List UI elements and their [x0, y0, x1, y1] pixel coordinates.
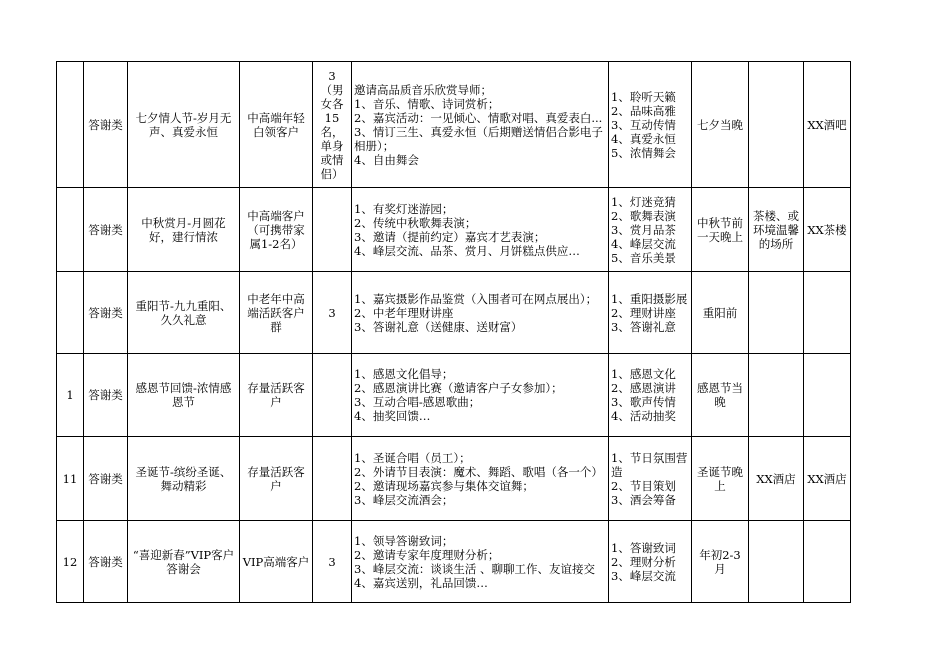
cell-time[interactable]: 中秋节前一天晚上 — [692, 188, 749, 272]
cell-line: 1、节日氛围营造 — [611, 450, 688, 479]
cell-line: 邀请高品质音乐欣赏导师； — [354, 82, 492, 97]
cell-line: 15 — [324, 110, 340, 125]
table-row[interactable] — [57, 354, 851, 437]
cell-line: 1、灯迷竞猜 — [611, 194, 676, 209]
cell-line: 1、答谢致词 — [611, 540, 676, 555]
cell-line: 2、理财讲座 — [611, 305, 676, 320]
cell-count[interactable] — [313, 354, 352, 437]
cell-count[interactable] — [313, 521, 352, 603]
cell-line: 5、音乐美景 — [611, 250, 676, 265]
cell-line: 2、嘉宾活动：一见倾心、情歌对唱、真爱表白... — [354, 110, 603, 125]
cell-highlights[interactable] — [609, 437, 692, 521]
cell-content[interactable] — [352, 354, 609, 437]
cell-theme[interactable]: 重阳节-九九重阳、久久礼意 — [128, 272, 240, 354]
cell-line: 3、互动传情 — [611, 117, 676, 132]
cell-line: 3、赏月品茶 — [611, 222, 676, 237]
cell-line: 2、中老年理财讲座 — [354, 305, 454, 320]
cell-audience[interactable]: 存量活跃客户 — [240, 354, 313, 437]
cell-highlights[interactable] — [609, 354, 692, 437]
cell-line: 3 — [328, 554, 336, 569]
cell-theme[interactable]: “喜迎新春”VIP客户答谢会 — [128, 521, 240, 603]
cell-time[interactable]: 重阳前 — [692, 272, 749, 354]
cell-content[interactable] — [352, 62, 609, 188]
cell-line: 4、嘉宾送别，礼品回馈… — [354, 575, 488, 590]
cell-line: 4、真爱永恒 — [611, 131, 676, 146]
cell-line: 3、情订三生、真爱永恒（后期赠送情侣合影电子相册）； — [354, 124, 603, 153]
cell-line: 1、感恩文化倡导； — [354, 367, 454, 381]
cell-content[interactable] — [352, 188, 609, 272]
cell-line: 1、聆听天籁 — [611, 89, 676, 104]
cell-line: 2、邀请现场嘉宾参与集体交谊舞； — [354, 478, 534, 493]
cell-line: 1、领导答谢致词； — [354, 533, 454, 548]
cell-partner[interactable] — [804, 272, 851, 354]
cell-category[interactable]: 答谢类 — [84, 437, 128, 521]
cell-venue[interactable]: 茶楼、或环境温馨的场所 — [749, 188, 804, 272]
cell-no[interactable]: 11 — [57, 437, 84, 521]
cell-line: 2、外请节目表演：魔术、舞蹈、歌唱（各一个） — [354, 464, 603, 479]
cell-line: 3、互动合唱-感恩歌曲； — [354, 395, 481, 409]
cell-line: 1、嘉宾摄影作品鉴赏（入围者可在网点展出）； — [354, 291, 598, 306]
cell-venue[interactable] — [749, 272, 804, 354]
cell-line: （男 — [320, 82, 344, 97]
cell-line: 2、邀请专家年度理财分析； — [354, 547, 500, 562]
table-body — [57, 62, 851, 603]
cell-line: 名， — [320, 124, 344, 139]
table-row[interactable] — [57, 437, 851, 521]
cell-audience[interactable]: 中老年中高端活跃客户群 — [240, 272, 313, 354]
table-row[interactable] — [57, 188, 851, 272]
cell-category[interactable]: 答谢类 — [84, 272, 128, 354]
cell-category[interactable]: 答谢类 — [84, 62, 128, 188]
cell-no[interactable] — [57, 188, 84, 272]
cell-line: 或情 — [320, 152, 344, 167]
cell-audience[interactable]: 中高端年轻白领客户 — [240, 62, 313, 188]
cell-line: 2、理财分析 — [611, 554, 676, 569]
cell-line: 4、抽奖回馈… — [354, 409, 431, 423]
cell-line: 2、感恩演讲 — [611, 381, 676, 395]
cell-audience[interactable]: 中高端客户（可携带家属1-2名） — [240, 188, 313, 272]
cell-line: 2、感恩演讲比赛（邀请客户子女参加）； — [354, 381, 563, 395]
cell-time[interactable]: 年初2-3月 — [692, 521, 749, 603]
cell-line: 3 — [328, 305, 336, 320]
cell-no[interactable] — [57, 272, 84, 354]
cell-content[interactable] — [352, 521, 609, 603]
cell-line: 3、峰层交流酒会； — [354, 492, 454, 507]
cell-no[interactable]: 12 — [57, 521, 84, 603]
cell-partner[interactable]: XX茶楼 — [804, 188, 851, 272]
cell-highlights[interactable] — [609, 521, 692, 603]
cell-category[interactable]: 答谢类 — [84, 188, 128, 272]
cell-partner[interactable] — [804, 521, 851, 603]
cell-line: 1、圣诞合唱（员工）； — [354, 450, 471, 465]
table-row[interactable] — [57, 521, 851, 603]
cell-count[interactable] — [313, 188, 352, 272]
cell-line: 3、峰层交流：谈谈生活 、聊聊工作、友谊接交 — [354, 561, 595, 576]
cell-count[interactable] — [313, 62, 352, 188]
cell-partner[interactable] — [804, 354, 851, 437]
cell-count[interactable] — [313, 437, 352, 521]
cell-partner[interactable]: XX酒店 — [804, 437, 851, 521]
cell-count[interactable] — [313, 272, 352, 354]
cell-theme[interactable]: 圣诞节-缤纷圣诞、舞动精彩 — [128, 437, 240, 521]
cell-line: 女各 — [320, 96, 344, 111]
cell-content[interactable] — [352, 437, 609, 521]
cell-venue[interactable] — [749, 521, 804, 603]
cell-theme[interactable]: 感恩节回馈-浓情感恩节 — [128, 354, 240, 437]
cell-line: 3、答谢礼意 — [611, 319, 676, 334]
cell-highlights[interactable] — [609, 272, 692, 354]
cell-content[interactable] — [352, 272, 609, 354]
cell-partner[interactable]: XX酒吧 — [804, 62, 851, 188]
cell-line: 3、峰层交流 — [611, 568, 676, 583]
cell-venue[interactable] — [749, 354, 804, 437]
cell-line: 1、有奖灯迷游园； — [354, 201, 454, 216]
cell-line: 3 — [328, 68, 336, 83]
cell-line: 3、答谢礼意（送健康、送财富） — [354, 319, 523, 334]
cell-category[interactable]: 答谢类 — [84, 354, 128, 437]
cell-highlights[interactable] — [609, 188, 692, 272]
cell-line: 4、峰层交流、品茶、赏月、月饼糕点供应… — [354, 243, 580, 258]
cell-audience[interactable]: VIP高端客户 — [240, 521, 313, 603]
cell-line: 单身 — [320, 138, 344, 153]
cell-line: 1、感恩文化 — [611, 367, 676, 381]
cell-line: 1、重阳摄影展 — [611, 291, 688, 306]
cell-line: 4、峰层交流 — [611, 236, 676, 251]
table-row[interactable] — [57, 62, 851, 188]
cell-category[interactable]: 答谢类 — [84, 521, 128, 603]
cell-line: 2、歌舞表演 — [611, 208, 676, 223]
cell-time[interactable]: 圣诞节晚上 — [692, 437, 749, 521]
cell-theme[interactable]: 中秋赏月-月圆花好，建行情浓 — [128, 188, 240, 272]
cell-theme[interactable]: 七夕情人节-岁月无声、真爱永恒 — [128, 62, 240, 188]
cell-highlights[interactable] — [609, 62, 692, 188]
cell-line: 1、音乐、情歌、诗词赏析； — [354, 96, 500, 111]
cell-no[interactable] — [57, 62, 84, 188]
cell-time[interactable]: 七夕当晚 — [692, 62, 749, 188]
cell-line: 5、浓情舞会 — [611, 145, 676, 160]
cell-line: 侣） — [320, 166, 344, 181]
cell-line: 2、品味高雅 — [611, 103, 676, 118]
cell-venue[interactable]: XX酒店 — [749, 437, 804, 521]
cell-line: 3、邀请（提前约定）嘉宾才艺表演； — [354, 229, 546, 244]
cell-venue[interactable] — [749, 62, 804, 188]
cell-line: 4、活动抽奖 — [611, 409, 676, 423]
cell-time[interactable]: 感恩节当晚 — [692, 354, 749, 437]
cell-line: 4、自由舞会 — [354, 152, 419, 167]
table-row[interactable] — [57, 272, 851, 354]
cell-line: 3、歌声传情 — [611, 395, 676, 409]
cell-no[interactable]: 1 — [57, 354, 84, 437]
cell-line: 2、传统中秋歌舞表演； — [354, 215, 477, 230]
cell-audience[interactable]: 存量活跃客户 — [240, 437, 313, 521]
cell-line: 3、酒会筹备 — [611, 492, 676, 507]
event-plan-table — [56, 61, 851, 603]
cell-line: 2、节目策划 — [611, 478, 676, 493]
